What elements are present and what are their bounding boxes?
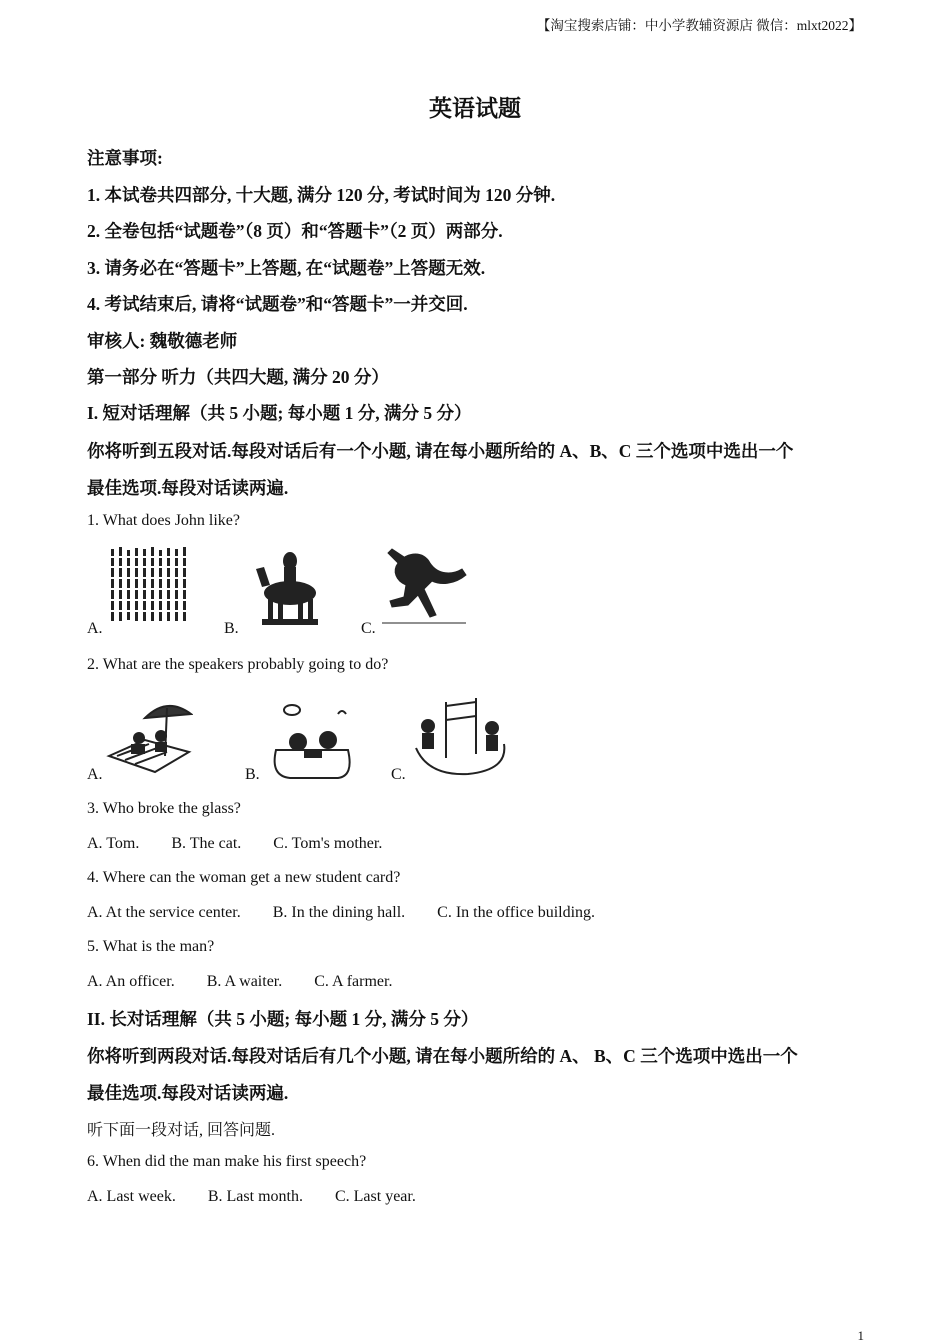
q3-options	[87, 835, 414, 853]
q2-option-a-label: A.	[87, 766, 103, 783]
q5-option-c: C. A farmer.	[314, 973, 393, 990]
question-5: 5. What is the man?	[87, 938, 215, 955]
question-2: 2. What are the speakers probably going to do?	[87, 656, 389, 673]
galloping-horse-painting-image	[378, 545, 470, 629]
page-number: 1	[857, 1328, 864, 1343]
note-item-4: 4. 考试结束后, 请将“试题卷”和“答题卡”一并交回.	[87, 294, 468, 314]
note-item-2: 2. 全卷包括“试题卷”（8 页）和“答题卡”（2 页）两部分.	[87, 221, 503, 241]
q3-option-b: B. The cat.	[171, 835, 242, 852]
q2-option-c-label: C.	[391, 766, 406, 783]
q4-options	[87, 904, 627, 922]
reviewer-line: 审核人: 魏敬德老师	[87, 331, 238, 351]
horse-statue-image	[252, 547, 324, 629]
q6-options	[87, 1188, 448, 1206]
shop-header-note: 【淘宝搜索店铺：中小学教辅资源店 微信：mlxt2022】	[536, 18, 862, 33]
q6-option-a: A. Last week.	[87, 1188, 176, 1205]
question-4: 4. Where can the woman get a new student card?	[87, 869, 401, 886]
q5-option-a: A. An officer.	[87, 973, 175, 990]
question-6: 6. When did the man make his first speech?	[87, 1153, 367, 1170]
section2-heading: II. 长对话理解（共 5 小题; 每小题 1 分, 满分 5 分）	[87, 1009, 479, 1029]
q6-option-c: C. Last year.	[334, 1188, 416, 1205]
badminton-game-image	[408, 688, 510, 780]
q5-option-b: B. A waiter.	[206, 973, 283, 990]
section1-instruction-1: 你将听到五段对话.每段对话后有一个小题, 请在每小题所给的 A、B、C 三个选项中选出一个	[87, 441, 794, 461]
part1-heading: 第一部分 听力（共四大题, 满分 20 分）	[87, 367, 389, 387]
q1-option-c-label: C.	[361, 620, 376, 637]
two-children-reading-image	[266, 700, 356, 784]
q1-option-a-label: A.	[87, 620, 103, 637]
q2-option-b-label: B.	[245, 766, 260, 783]
section2-instruction-1: 你将听到两段对话.每段对话后有几个小题, 请在每小题所给的 A、 B、C 三个选项中选出一个	[87, 1046, 798, 1066]
q3-option-c: C. Tom's mother.	[273, 835, 383, 852]
page-title: 英语试题	[429, 96, 521, 121]
q4-option-c: C. In the office building.	[437, 904, 596, 921]
q3-option-a: A. Tom.	[87, 835, 140, 852]
question-3: 3. Who broke the glass?	[87, 800, 241, 817]
calligraphy-image	[108, 545, 190, 625]
q1-option-b-label: B.	[224, 620, 239, 637]
question-1: 1. What does John like?	[87, 512, 241, 529]
note-item-3: 3. 请务必在“答题卡”上答题, 在“试题卷”上答题无效.	[87, 258, 486, 278]
notes-heading: 注意事项:	[87, 148, 163, 168]
section1-heading: I. 短对话理解（共 5 小题; 每小题 1 分, 满分 5 分）	[87, 403, 472, 423]
section2-sub-instruction: 听下面一段对话, 回答问题.	[87, 1122, 276, 1139]
section1-instruction-2: 最佳选项.每段对话读两遍.	[87, 478, 289, 498]
q5-options	[87, 973, 424, 991]
q6-option-b: B. Last month.	[207, 1188, 303, 1205]
beach-picnic-image	[105, 696, 193, 780]
note-item-1: 1. 本试卷共四部分, 十大题, 满分 120 分, 考试时间为 120 分钟.	[87, 185, 556, 205]
section2-instruction-2: 最佳选项.每段对话读两遍.	[87, 1083, 289, 1103]
q4-option-a: A. At the service center.	[87, 904, 241, 921]
q4-option-b: B. In the dining hall.	[272, 904, 406, 921]
